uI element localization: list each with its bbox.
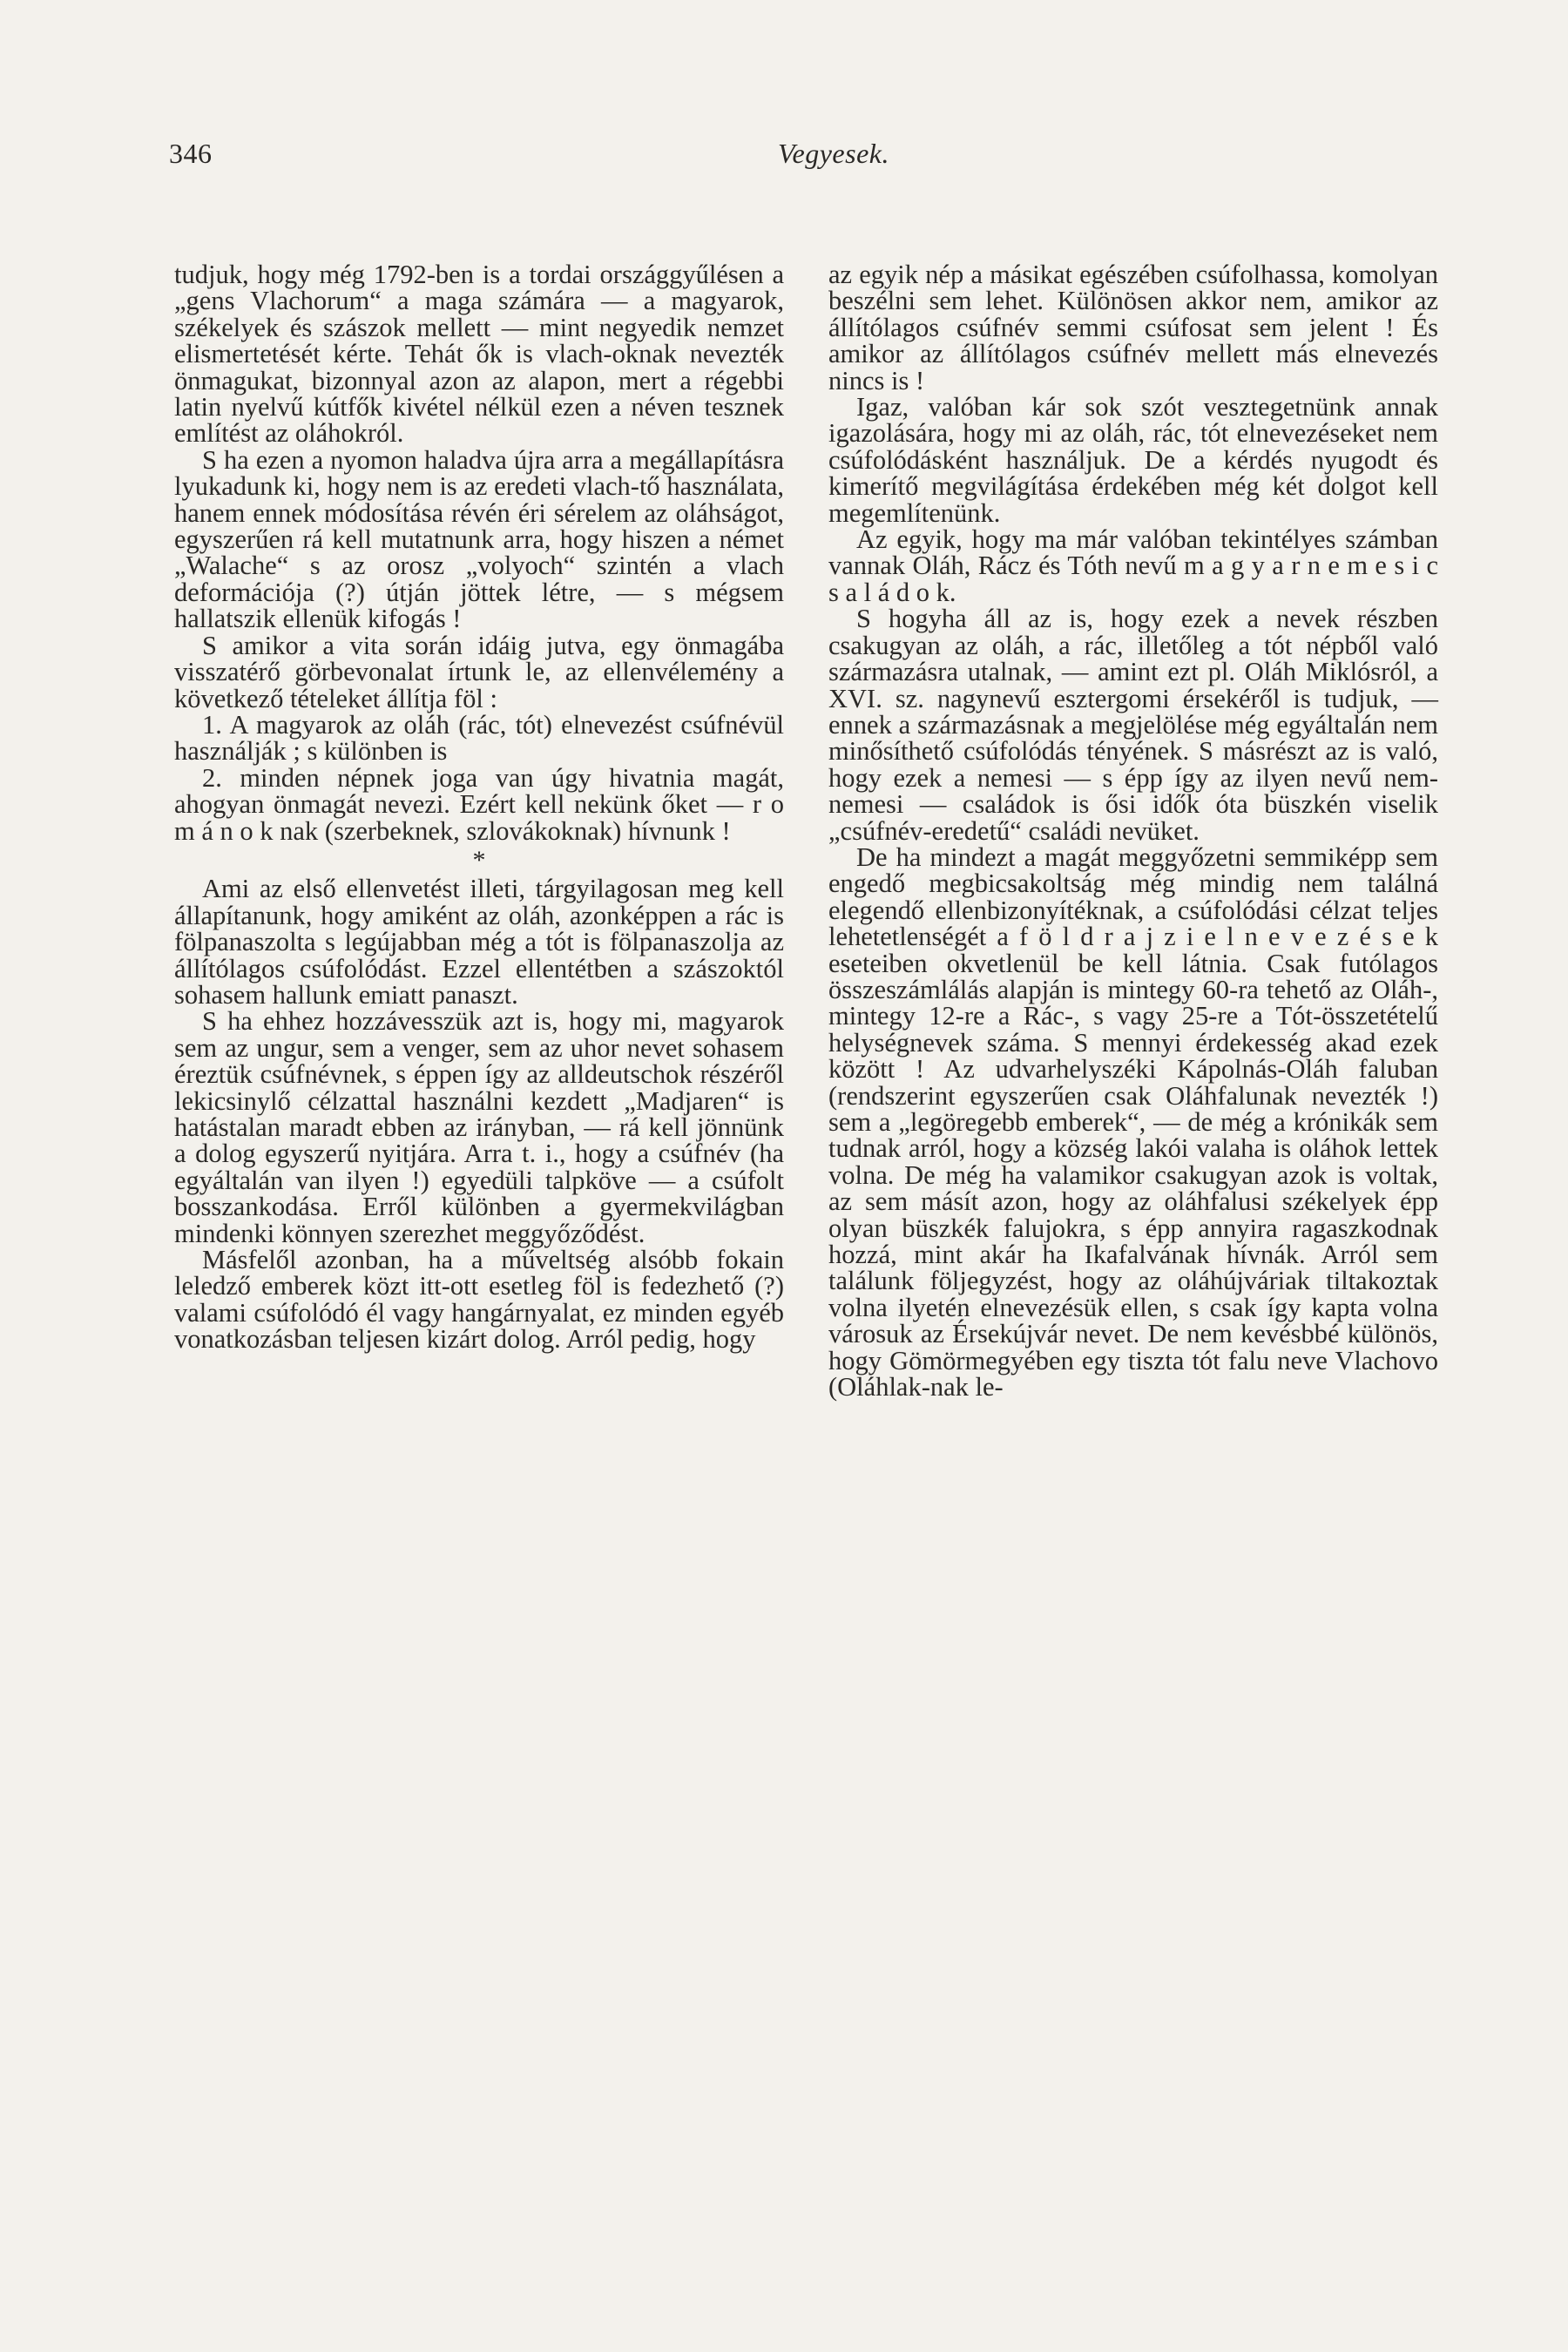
paragraph: S amikor a vita során idáig jutva, egy önmagába visszatérő görbevonalat írtunk le, az ellenvélemény a következő tételeket állítja föl : xyxy=(174,630,784,713)
left-column xyxy=(174,261,784,1353)
paragraph: Ami az első ellenvetést illeti, tárgyilagosan meg kell állapítanunk, hogy amiként az oláh, azonképpen a rác is fölpanaszolta s legújabban még a tót is fölpanaszolja az állítólagos csúfolódást. Ezzel ellentétben a szászoktól sohasem hallunk emiatt panaszt. xyxy=(174,874,784,1010)
paragraph: S ha ehhez hozzávesszük azt is, hogy mi, magyarok sem az ungur, sem a venger, sem az uhor nevet sohasem éreztük csúfnévnek, s éppen így az alldeutschok részéről lekicsinylő célzattal használni kezdett „Madjaren“ is hatástalan maradt ebben az irányban, — rá kell jönnünk a dolog egyszerű nyitjára. Arra t. i., hogy a csúfnév (ha egyáltalán van ilyen !) egyedüli talpköve — a csúfolt bosszankodása. Erről különben a gyermekvilágban mindenki könnyen szerezhet meggyőződést. xyxy=(174,1006,784,1248)
running-title: Vegyesek. xyxy=(778,138,889,169)
paragraph: S hogyha áll az is, hogy ezek a nevek részben csakugyan az oláh, a rác, illetőleg a tót népből való származásra utalnak, — amint ezt pl. Oláh Miklósról, a XVI. sz. nagynevű esztergomi érsekéről is tudjuk, — ennek a származásnak a megjelölése még egyáltalán nem minősíthető csúfolódás tényének. S másrészt az is való, hogy ezek a nemesi — s épp így az ilyen nevű nem-nemesi — családok is ősi idők óta büszkén viselik „csúfnév-eredetű“ családi nevüket. xyxy=(828,604,1438,846)
page-number: 346 xyxy=(169,138,213,169)
paragraph: az egyik nép a másikat egészében csúfolhassa, komolyan beszélni sem lehet. Különösen akkor nem, amikor az állítólagos csúfnév semmi csúfosat sem jelent ! És amikor az állítólagos csúfnév mellett más elnevezés nincs is ! xyxy=(828,260,1438,395)
paragraph: 1. A magyarok az oláh (rác, tót) elnevezést csúfnévül használják ; s különben is xyxy=(174,709,784,767)
paragraph: 2. minden népnek joga van úgy hivatnia magát, ahogyan önmagát nevezi. Ezért kell nekünk őket — r o m á n o k nak (szerbeknek, szlovákoknak) hívnunk ! xyxy=(174,762,784,846)
right-column xyxy=(828,261,1438,1400)
paragraph: S ha ezen a nyomon haladva újra arra a megállapításra lyukadunk ki, hogy nem is az eredeti vlach-tő használata, hanem ennek módosítása révén éri sérelem az oláhságot, egyszerűen rá kell mutatnunk arra, hogy hiszen a német „Walache“ s az orosz „volyoch“ szintén a vlach deformációja (?) útján jöttek létre, — s mégsem hallatszik ellenük kifogás ! xyxy=(174,444,784,634)
paragraph: Az egyik, hogy ma már valóban tekintélyes számban vannak Oláh, Rácz és Tóth nevű m a g y a r n e m e s i c s a l á d o k. xyxy=(828,524,1438,607)
paragraph: De ha mindezt a magát meggyőzetni semmiképp sem engedő megbicsakoltság még mindig nem találná elegendő ellenbizonyítéknak, a csúfolódási célzat teljes lehetetlenségét a f ö l d r a j z i e l n e v e z é s e k eseteiben okvetlenül be kell látnia. Csak futólagos összeszámlálás alapján is mintegy 60-ra tehető az Oláh-, mintegy 12-re a Rác-, s vagy 25-re a Tót-összetételű helységnevek száma. S mennyi érdekesség akad ezek között ! Az udvarhelyszéki Kápolnás-Oláh faluban (rendszerint egyszerűen csak Oláhfalunak nevezték !) sem a „legöregebb emberek“, — de még a krónikák sem tudnak arról, hogy a község lakói valaha is oláhok lettek volna. De még ha valamikor csakugyan azok is voltak, az sem másít azon, hogy az oláhfalusi székelyek épp olyan büszkék falujokra, s épp annyira ragaszkodnak hozzá, mint akár ha Ikafalvának hívnák. Arról sem találunk följegyzést, hogy az oláhújváriak tiltakoztak volna ilyetén elnevezésük ellen, s csak így kapta volna városuk az Érsekújvár nevet. De nem kevésbbé különös, hogy Gömörmegyében egy tiszta tót falu neve Vlachovo (Oláhlak-nak le- xyxy=(828,841,1438,1402)
paragraph: Másfelől azonban, ha a műveltség alsóbb fokain leledző emberek közt itt-ott esetleg föl is fedezhető (?) valami csúfolódó él vagy hangárnyalat, ez minden egyéb vonatkozásban teljesen kizárt dolog. Arról pedig, hogy xyxy=(174,1245,784,1355)
paragraph: tudjuk, hogy még 1792-ben is a tordai országgyűlésen a „gens Vlachorum“ a maga számára — a magyarok, székelyek és szászok mellett — mint negyedik nemzet elismertetését kérte. Tehát ők is vlach-oknak nevezték önmagukat, bizonnyal azon az alapon, mert a régebbi latin nyelvű kútfők kivétel nélkül ezen a néven tesznek említést az oláhokról. xyxy=(174,260,784,449)
section-divider: * xyxy=(472,845,486,875)
paragraph: Igaz, valóban kár sok szót vesztegetnünk annak igazolására, hogy mi az oláh, rác, tót elnevezéseket nem csúfolódásként használjuk. De a kérdés nyugodt és kimerítő megvilágítása érdekében még két dolgot kell megemlítenünk. xyxy=(828,392,1438,528)
